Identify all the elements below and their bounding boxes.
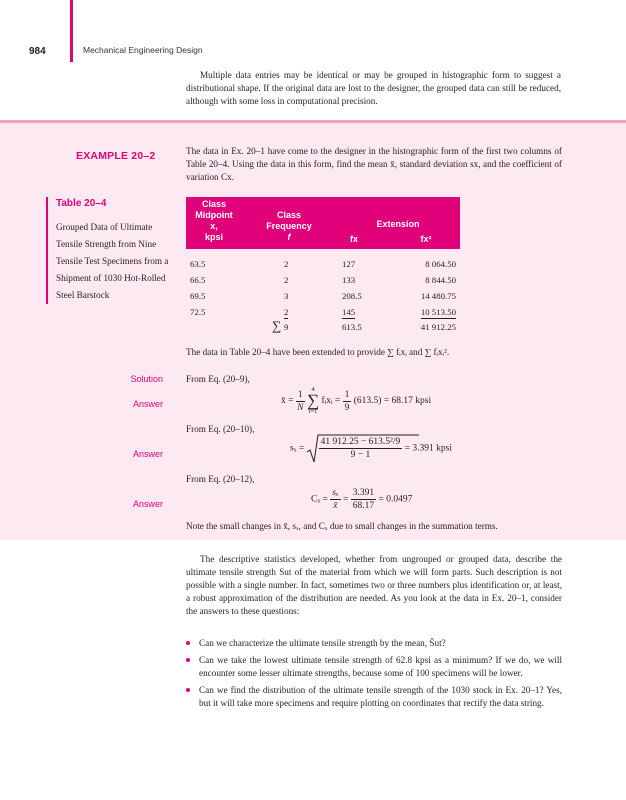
bullet-text: Can we take the lowest ultimate tensile strength of 62.8 kpsi as a minimum? If we do, we will encounter some lesser ultimate strengths, because some of 100 specimens will be lower. bbox=[199, 654, 562, 678]
sqrt-expression bbox=[307, 436, 403, 461]
header-class-midpoint bbox=[186, 199, 242, 243]
eq1-rhs: (613.5) = 68.17 kpsi bbox=[353, 396, 432, 407]
table-caption: Grouped Data of Ultimate Tensile Strength from Nine Tensile Test Specimens from a Shipment of 1030 Hot-Rolled Steel Barstock bbox=[56, 222, 169, 300]
cell-f: 2 bbox=[284, 306, 288, 319]
eq1-term: fᵢxᵢ = bbox=[321, 396, 341, 407]
example-statement: The data in Ex. 20–1 have come to the designer in the histographic form of the first two columns of Table 20–4. Using the data in this form, find the mean x̄, standard deviation sx, and the coefficient of variation Cx. bbox=[186, 146, 562, 182]
cell-fx: 127 bbox=[342, 259, 356, 269]
header-text: kpsi bbox=[204, 232, 223, 242]
header-text: f bbox=[287, 232, 291, 242]
from-eq-20-12: From Eq. (20–12), bbox=[186, 474, 255, 484]
summation-note: Note the small changes in x̄, sₓ, and Cₓ due to small changes in the summation terms. bbox=[186, 521, 498, 531]
header-fx2: fx² bbox=[420, 234, 432, 244]
table-sidebar bbox=[46, 197, 171, 304]
answer-label: Answer bbox=[132, 449, 163, 459]
intro-paragraph bbox=[186, 69, 561, 108]
table-row bbox=[186, 287, 460, 303]
mean-equation bbox=[281, 386, 431, 416]
eq1-den2: 9 bbox=[344, 402, 350, 413]
page-number: 984 bbox=[29, 46, 46, 57]
sum-lower-limit: i=1 bbox=[308, 408, 318, 415]
total-f: 9 bbox=[284, 322, 289, 332]
list-item bbox=[186, 637, 562, 650]
cell-f: 2 bbox=[284, 275, 289, 285]
cell-x: 69.5 bbox=[190, 291, 206, 301]
solution-label: Solution bbox=[130, 374, 163, 384]
eq1-lhs: x̄ = bbox=[281, 396, 294, 407]
header-text: Class bbox=[276, 210, 302, 220]
total-fx: 613.5 bbox=[342, 322, 362, 332]
body-text: The descriptive statistics developed, whether from ungrouped or grouped data, describe the ultimate tensile strength Sut of the material from which we will form parts. Such description is not possible with a single number. In fact, sometimes two or three numbers plus identification or, at least, a robust approximation of the distribution are needed. As you look at the data in Ex. 20–1, consider the answers to these questions: bbox=[186, 554, 562, 616]
from-eq-20-9: From Eq. (20–9), bbox=[186, 374, 250, 384]
summation-symbol: 4 ∑ i=1 bbox=[306, 386, 320, 415]
eq1-num2: 1 bbox=[344, 389, 350, 400]
sigma-symbol: ∑ bbox=[272, 318, 282, 333]
bullet-icon bbox=[186, 688, 190, 692]
total-fx2: 41 912.25 bbox=[420, 322, 456, 332]
eq3-equals: = bbox=[342, 494, 349, 505]
table-row bbox=[186, 303, 460, 319]
eq1-frac bbox=[296, 389, 305, 414]
cov-equation bbox=[311, 487, 412, 512]
table-title: Table 20–4 bbox=[56, 198, 107, 209]
table-header bbox=[186, 197, 460, 249]
bullet-text: Can we characterize the ultimate tensile strength by the mean, S̄ut? bbox=[199, 638, 446, 648]
cell-fx: 145 bbox=[342, 306, 355, 319]
eq3-num1: sₓ bbox=[332, 488, 339, 498]
bullet-icon bbox=[186, 658, 190, 662]
header-text: Frequency bbox=[266, 221, 312, 231]
example-band-border bbox=[0, 120, 626, 123]
eq2-rhs: = 3.391 kpsi bbox=[404, 443, 452, 454]
cell-fx2: 14 480.75 bbox=[420, 291, 456, 301]
eq3-den2: 68.17 bbox=[352, 501, 375, 511]
eq3-rhs: = 0.0497 bbox=[378, 494, 413, 505]
answer-label: Answer bbox=[132, 399, 163, 409]
grouped-data-table bbox=[186, 197, 460, 335]
table-row bbox=[186, 255, 460, 271]
running-head: Mechanical Engineering Design bbox=[83, 45, 203, 55]
cell-fx: 208.5 bbox=[342, 291, 362, 301]
header-fx: fx bbox=[349, 234, 358, 244]
eq2-lhs: sₓ = bbox=[290, 443, 305, 454]
list-item bbox=[186, 654, 562, 680]
eq1-den: N bbox=[297, 402, 304, 413]
cell-f: 3 bbox=[284, 291, 289, 301]
header-text: x, bbox=[210, 221, 218, 231]
cell-x: 72.5 bbox=[190, 307, 206, 317]
cell-fx2: 8 844.50 bbox=[425, 275, 456, 285]
cell-f: 2 bbox=[284, 259, 289, 269]
header-extension: Extension bbox=[376, 219, 420, 229]
eq2-num: 41 912.25 − 613.5²/9 bbox=[320, 437, 401, 447]
extended-note: The data in Table 20–4 have been extended to provide ∑ fᵢxᵢ and ∑ fᵢxᵢ². bbox=[186, 347, 450, 357]
std-dev-equation bbox=[290, 436, 452, 461]
eq3-frac1 bbox=[330, 487, 340, 512]
answer-label: Answer bbox=[132, 499, 163, 509]
example-label: EXAMPLE 20–2 bbox=[76, 150, 156, 162]
eq3-lhs: Cₓ = bbox=[311, 494, 328, 505]
header-accent-bar bbox=[70, 0, 73, 62]
from-eq-20-10: From Eq. (20–10), bbox=[186, 424, 255, 434]
header-class-frequency bbox=[256, 210, 322, 243]
eq3-frac2 bbox=[351, 487, 376, 512]
cell-x: 63.5 bbox=[190, 259, 206, 269]
eq1-frac2 bbox=[343, 389, 352, 414]
cell-fx: 133 bbox=[342, 275, 356, 285]
table-totals-row bbox=[186, 319, 460, 335]
cell-x: 66.5 bbox=[190, 275, 206, 285]
table-row bbox=[186, 271, 460, 287]
sum-upper-limit: 4 bbox=[311, 386, 315, 393]
sqrt-radical-icon bbox=[307, 434, 419, 464]
intro-text: Multiple data entries may be identical or may be grouped in histographic form to suggest a distributional shape. If the original data are lost to the designer, the grouped data can still be reduced, although with some loss in computational precision. bbox=[186, 70, 561, 106]
header-text: Class bbox=[201, 199, 227, 209]
eq3-num2: 3.391 bbox=[352, 488, 375, 498]
header-text: Midpoint bbox=[195, 210, 233, 220]
cell-fx2: 8 064.50 bbox=[425, 259, 456, 269]
bullet-icon bbox=[186, 641, 190, 645]
eq3-den1: x̄ bbox=[333, 501, 338, 511]
body-paragraph bbox=[186, 553, 562, 617]
question-list bbox=[186, 637, 562, 713]
eq1-num: 1 bbox=[297, 389, 303, 400]
cell-fx2: 10 513.50 bbox=[421, 306, 456, 319]
eq2-den: 9 − 1 bbox=[350, 450, 371, 460]
list-item bbox=[186, 684, 562, 710]
bullet-text: Can we find the distribution of the ultimate tensile strength of the 1030 stock in Ex. 20–1? Yes, but it will take more specimens and require plotting on coordinates that rectify the data string. bbox=[199, 684, 562, 708]
